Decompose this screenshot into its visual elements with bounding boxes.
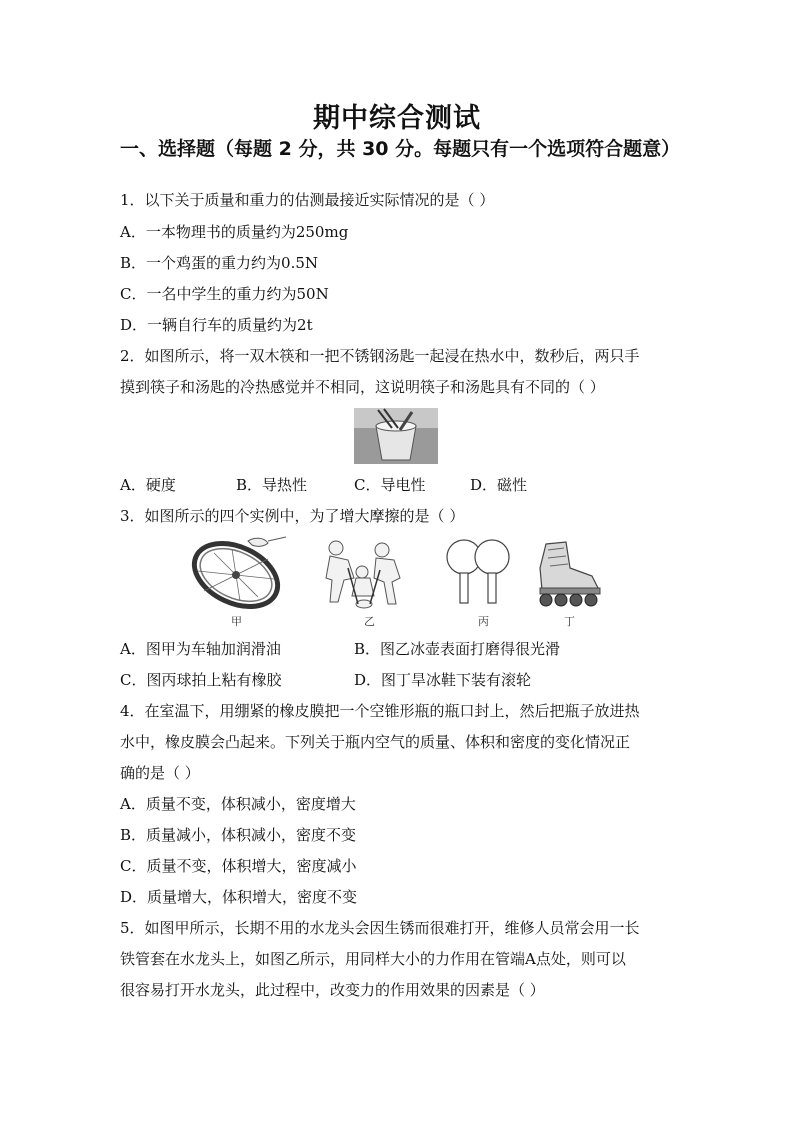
q2-options xyxy=(120,475,680,495)
caption-yi: 乙 xyxy=(364,615,375,628)
q3-options-row2 xyxy=(120,670,680,690)
q2-option-c: C．导电性 xyxy=(354,476,426,494)
q3-stem: 3．如图所示的四个实例中，为了增大摩擦的是（ ） xyxy=(120,507,465,525)
q4-option-c: C．质量不变，体积增大，密度减小 xyxy=(120,857,357,875)
q5-stem-line1: 5．如图甲所示，长期不用的水龙头会因生锈而很难打开，维修人员常会用一长 xyxy=(120,919,640,937)
caption-ding: 丁 xyxy=(564,615,575,628)
q2-stem-line1: 2．如图所示，将一双木筷和一把不锈钢汤匙一起浸在热水中，数秒后，两只手 xyxy=(120,347,640,365)
hot-water-cup-figure xyxy=(354,408,438,464)
q1-stem: 1．以下关于质量和重力的估测最接近实际情况的是（ ） xyxy=(120,191,495,209)
q4-option-b: B．质量减小，体积减小，密度不变 xyxy=(120,826,357,844)
q2-option-d: D．磁性 xyxy=(470,476,528,494)
q4-stem-line3: 确的是（ ） xyxy=(120,764,200,782)
q4-option-a: A．质量不变，体积减小，密度增大 xyxy=(120,795,356,813)
q3-option-a: A．图甲为车轴加润滑油 xyxy=(120,640,281,658)
q3-option-b: B．图乙冰壶表面打磨得很光滑 xyxy=(354,640,561,658)
q1-option-c: C．一名中学生的重力约为50N xyxy=(120,285,329,303)
q3-option-c: C．图丙球拍上粘有橡胶 xyxy=(120,671,282,689)
q2-option-a: A．硬度 xyxy=(120,476,176,494)
q3-option-d: D．图丁旱冰鞋下装有滚轮 xyxy=(354,671,532,689)
q1-option-a: A．一本物理书的质量约为250mg xyxy=(120,223,349,241)
q1-option-d: D．一辆自行车的质量约为2t xyxy=(120,316,313,334)
q4-stem-line2: 水中，橡皮膜会凸起来。下列关于瓶内空气的质量、体积和密度的变化情况正 xyxy=(120,733,631,751)
bicycle-wheel-figure xyxy=(188,535,288,610)
curling-figure xyxy=(318,538,410,610)
q1-option-b: B．一个鸡蛋的重力约为0.5N xyxy=(120,254,319,272)
q5-stem-line2: 铁管套在水龙头上，如图乙所示，用同样大小的力作用在管端A点处，则可以 xyxy=(120,950,626,968)
q4-stem-line1: 4．在室温下，用绷紧的橡皮膜把一个空锥形瓶的瓶口封上，然后把瓶子放进热 xyxy=(120,702,640,720)
q4-option-d: D．质量增大，体积增大，密度不变 xyxy=(120,888,358,906)
caption-jia: 甲 xyxy=(231,615,242,628)
q5-stem-line3: 很容易打开水龙头，此过程中，改变力的作用效果的因素是（ ） xyxy=(120,981,545,999)
caption-bing: 丙 xyxy=(478,615,489,628)
q3-options-row1 xyxy=(120,639,680,659)
page-title: 期中综合测试 xyxy=(313,103,481,134)
section-heading: 一、选择题（每题 2 分，共 30 分。每题只有一个选项符合题意） xyxy=(120,138,681,160)
q2-option-b: B．导热性 xyxy=(236,476,308,494)
roller-skate-figure xyxy=(532,538,606,610)
table-tennis-paddles-figure xyxy=(446,537,512,611)
q2-stem-line2: 摸到筷子和汤匙的冷热感觉并不相同，这说明筷子和汤匙具有不同的（ ） xyxy=(120,378,605,396)
